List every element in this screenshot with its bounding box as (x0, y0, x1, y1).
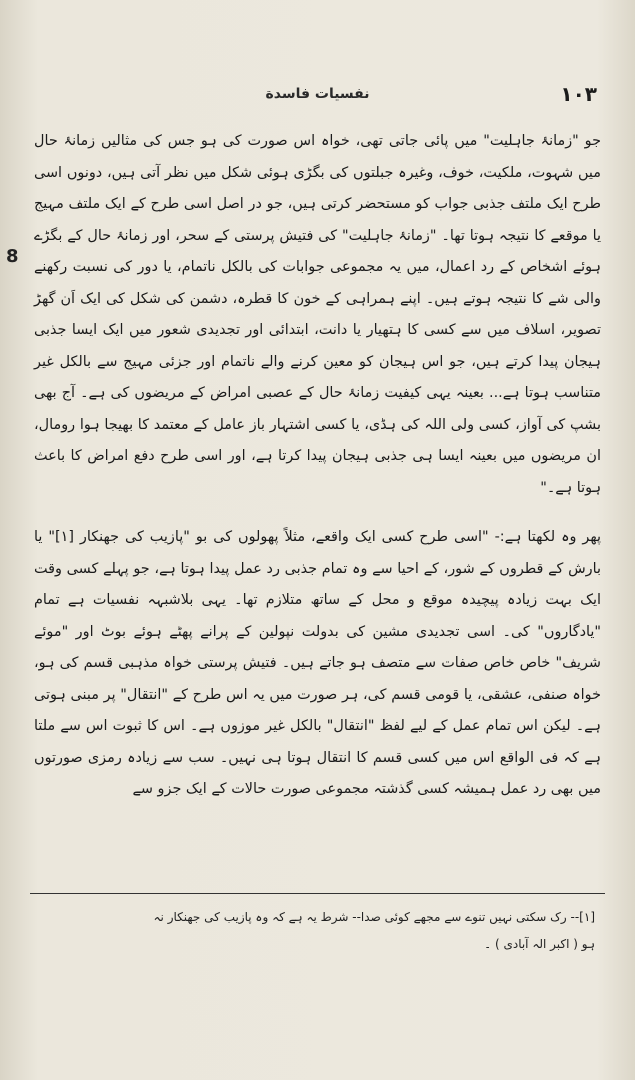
footnote-line: ہو ( اکبر الہ آبادی ) ۔ (484, 937, 595, 951)
margin-mark: 8 (6, 246, 19, 267)
paragraph: پھر وہ لکھتا ہے:- "اسی طرح کسی ایک واقعے، مثلاً پھولوں کی بو "پازیب کی جھنکار [۱]" یا بارش کے قطروں کے شور، کے احیا سے وہ تمام جذبی رد عمل پیدا ہوتا ہے، جو پہلے کسی وقت ایک بہت زیادہ پیچیدہ موقع و محل کے ساتھ متلازم تھا۔ یہی بلاشبہہ نفسیات ہے تمام "یادگاروں" کی۔ اسی تجدیدی مشین کی بدولت نپولین کے پرانے پھٹے ہوئے بوٹ اور "موئے شریف" خاص خاص صفات سے متصف ہو جاتے ہیں۔ فتیش پرستی خواہ مذہبی قسم کی ہو، خواہ صنفی، عشقی، یا قومی قسم کی، ہر صورت میں یہ اس طرح کے "انتقال" پر مبنی ہوتی ہے۔ لیکن اس تمام عمل کے لیے لفظ "انتقال" بالکل غیر موزوں ہے۔ اس کا ثبوت اس سے ملتا ہے کہ فی الواقع اس میں کسی قسم کا انتقال ہوتا ہی نہیں۔ سب سے زیادہ رمزی صورتوں میں بھی رد عمل ہمیشہ کسی گذشتہ مجموعی صورت حالات کے ایک جزو سے (34, 529, 601, 797)
page-header (30, 82, 605, 110)
footnote-line: [۱]-- رک سکتی نہیں تنوے سے مجھے کوئی صدا-- شرط یہ ہے کہ وہ پازیب کی جھنکار نہ (153, 910, 595, 924)
body-text (34, 126, 601, 806)
paragraph: جو "زمانۂ جاہلیت" میں پائی جاتی تھی، خواہ اس صورت کی ہو جس کی مثالیں زمانۂ حال میں شہوت، ملکیت، خوف، وغیرہ جبلتوں کی بگڑی ہوئی شکل میں نظر آتی ہیں، دونوں اسی طرح ایک ملتف جذبی جواب کو مستحضر کرتی ہیں، جو در اصل اسی طرح کے ایک ملتف مہیج یا موقعے کا نتیجہ ہوتا تھا۔ "زمانۂ جاہلیت" کی فتیش پرستی کے سحر، اور زمانۂ حال کے بگڑے ہوئے اشخاص کے رد اعمال، میں یہ مجموعی جوابات کی بالکل ناتمام، یا دور کی نسبت رکھنے والی شے کا نتیجہ ہوتے ہیں۔ اپنے ہمراہی کے خون کا قطرہ، دشمن کی شکل کی ایک اَن گھڑ تصویر، اسلاف میں سے کسی کا ہتھیار یا دانت، ابتدائی اور تجدیدی شعور میں ایک ایسا جذبی ہیجان پیدا کرتے ہیں، جو اس ہیجان کو معین کرنے والے ناتمام اور جزئی مہیج سے بالکل غیر متناسب ہوتا ہے... بعینہ یہی کیفیت زمانۂ حال کے عصبی امراض کے مریضوں کی ہے۔ آج بھی بشپ کی آواز، کسی ولی اللہ کی ہڈی، یا کسی اشتہار باز عامل کے معتمد کا بھیجا ہوا رومال، ان مریضوں میں بعینہ ایسا ہی جذبی ہیجان پیدا کرتا ہے، اور اسی طرح دفع امراض کا باعث ہوتا ہے۔" (34, 133, 601, 496)
running-title: نفسيات فاسدة (265, 86, 370, 102)
footnote (36, 904, 595, 958)
page-number: ١٠٣ (560, 82, 597, 106)
footnote-divider (30, 893, 605, 894)
